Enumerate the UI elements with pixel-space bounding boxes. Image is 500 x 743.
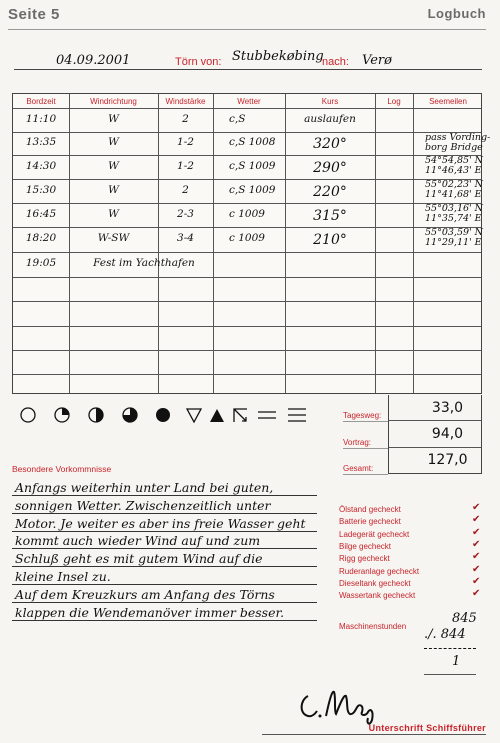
- weather-symbol-row: [20, 405, 320, 425]
- gesamt-value: 127,0: [427, 452, 468, 468]
- tagesweg-value: 33,0: [431, 400, 464, 416]
- log-cell-wind-force: 2: [182, 112, 189, 125]
- log-cell-weather: c,S 1008: [229, 136, 276, 148]
- log-cell-wind-dir: W: [108, 183, 119, 196]
- log-cell-course: 315°: [313, 207, 347, 224]
- special-events-line: Auf dem Kreuzkurs am Anfang des Törns: [15, 586, 275, 602]
- triple-line-icon: [288, 409, 306, 421]
- log-cell-wind-dir: W: [108, 112, 119, 125]
- checklist-item-label: Batterie gecheckt: [339, 517, 401, 527]
- log-cell-wind-force: 1-2: [177, 136, 194, 148]
- table-row-divider: [13, 203, 481, 204]
- table-row-divider: [13, 374, 481, 375]
- table-row-divider: [13, 326, 481, 327]
- log-cell-course: 210°: [313, 232, 347, 248]
- engine-hours-total: 1: [452, 654, 461, 669]
- log-cell-weather: c,S 1009: [229, 183, 276, 196]
- checklist-item-label: Bilge gecheckt: [339, 541, 392, 551]
- note-ruled-line: [12, 548, 317, 549]
- log-cell-weather: c,S: [229, 112, 246, 125]
- date-value: 04.09.2001: [56, 53, 131, 68]
- checklist-item-label: Ölstand gecheckt: [339, 505, 401, 514]
- circle-full-icon: [156, 408, 170, 422]
- top-rule: [8, 29, 486, 30]
- log-cell-wind-dir: W: [108, 207, 119, 220]
- checkmark-icon: ✔: [472, 588, 481, 600]
- to-label: nach:: [322, 56, 349, 68]
- log-cell-course: 290°: [313, 159, 347, 176]
- table-row-divider: [13, 108, 481, 109]
- log-cell-position: 54°54,85' N 11°46,43' E: [425, 155, 483, 176]
- column-header-windstaerke: Windstärke: [165, 97, 206, 106]
- triangle-filled-icon: [210, 409, 224, 422]
- log-cell-wind-force: 3-4: [177, 232, 194, 244]
- signature-line: [262, 734, 486, 735]
- from-label: Törn von:: [175, 56, 222, 68]
- engine-hours-start: ./. 844: [424, 627, 466, 642]
- vortrag-underline: [343, 448, 388, 449]
- special-events-line: Anfangs weiterhin unter Land bei guten,: [15, 480, 274, 495]
- log-cell-time: 15:30: [25, 183, 57, 196]
- table-row-divider: [13, 252, 481, 253]
- log-cell-time: 13:35: [25, 136, 57, 148]
- note-ruled-line: [12, 584, 317, 585]
- engine-hours-label: Maschinenstunden: [339, 622, 407, 631]
- note-ruled-line: [12, 566, 317, 567]
- note-ruled-line: [12, 531, 317, 532]
- column-header-wetter: Wetter: [237, 97, 261, 106]
- checkmark-icon: ✔: [472, 551, 481, 563]
- table-row-divider: [13, 277, 481, 278]
- log-cell-time: 11:10: [25, 112, 57, 125]
- logbook-title: Logbuch: [427, 6, 486, 21]
- column-header-seemeilen: Seemeilen: [429, 97, 467, 106]
- gesamt-underline: [343, 474, 388, 475]
- note-ruled-line: [12, 620, 317, 621]
- log-cell-time: 19:05: [25, 257, 57, 269]
- special-events-line: Schluß geht es mit gutem Wind auf die: [15, 551, 263, 567]
- circle-quarter-icon: [55, 408, 69, 422]
- log-cell-wind-force: 1-2: [177, 159, 194, 172]
- checklist-item-label: Rigg gecheckt: [339, 554, 390, 564]
- checkmark-icon: ✔: [472, 514, 481, 526]
- log-cell-position: pass Vording- borg Bridge: [425, 132, 491, 153]
- checklist-item-label: Wassertank gecheckt: [339, 591, 416, 601]
- vortrag-label: Vortrag:: [343, 438, 372, 447]
- vortrag-value: 94,0: [431, 426, 464, 442]
- log-cell-weather: c 1009: [229, 232, 265, 244]
- table-row-divider: [13, 179, 481, 180]
- checklist-item-label: Ladegerät gecheckt: [339, 529, 410, 539]
- totals-separator: [389, 447, 481, 448]
- circle-half-icon: [89, 408, 103, 422]
- special-events-notes: [12, 476, 326, 632]
- log-cell-wind-force: 2: [182, 183, 189, 196]
- checkmark-icon: ✔: [472, 575, 481, 587]
- log-cell-wind-dir: W: [108, 159, 119, 172]
- log-cell-time: 16:45: [25, 207, 57, 220]
- triangle-outline-icon: [187, 409, 201, 422]
- note-ruled-line: [12, 602, 317, 603]
- circle-three-quarter-icon: [123, 408, 137, 422]
- circle-empty-icon: [21, 408, 35, 422]
- note-ruled-line: [12, 513, 317, 514]
- log-cell-course: 220°: [313, 183, 347, 200]
- column-header-windrichtung: Windrichtung: [90, 97, 137, 106]
- log-cell-weather: c 1009: [229, 207, 265, 220]
- log-cell-time: 14:30: [25, 159, 57, 172]
- trip-underline: [14, 69, 482, 70]
- table-column-divider: [213, 94, 214, 393]
- log-cell-course: 320°: [313, 136, 347, 152]
- page-title: Seite 5: [8, 6, 60, 23]
- engine-hours-sum-line: [424, 648, 476, 649]
- checkmark-icon: ✔: [472, 563, 481, 575]
- special-events-line: klappen die Wendemanöver immer besser.: [15, 604, 285, 620]
- checkmark-icon: ✔: [472, 526, 481, 538]
- log-cell-weather: c,S 1009: [229, 159, 276, 172]
- table-column-divider: [413, 94, 414, 393]
- table-column-divider: [375, 94, 376, 393]
- checklist-item-label: Ruderanlage gecheckt: [339, 566, 420, 576]
- table-row-divider: [13, 301, 481, 302]
- table-row-divider: [13, 155, 481, 156]
- tagesweg-underline: [343, 421, 388, 422]
- log-cell-wind-dir: Fest im Yachthafen: [93, 257, 195, 269]
- special-events-line: kleine Insel zu.: [15, 569, 111, 584]
- log-cell-position: 55°03,59' N 11°29,11' E: [425, 227, 483, 248]
- log-cell-position: 55°03,16' N 11°35,74' E: [425, 203, 483, 224]
- to-value: Verø: [362, 53, 392, 68]
- checklist-item-label: Dieseltank gecheckt: [339, 578, 411, 588]
- table-row-divider: [13, 350, 481, 351]
- checkmark-icon: ✔: [472, 502, 481, 513]
- column-header-bordzeit: Bordzeit: [26, 97, 56, 106]
- log-cell-wind-dir: W-SW: [97, 232, 130, 244]
- log-table: [12, 93, 491, 394]
- from-value: Stubbekøbing: [232, 49, 324, 64]
- arrow-corner-icon: [234, 409, 247, 422]
- special-events-line: Motor. Je weiter es aber ins freie Wasser geht: [15, 515, 306, 531]
- log-cell-wind-force: 2-3: [177, 207, 194, 220]
- gesamt-label: Gesamt:: [343, 464, 374, 473]
- log-cell-time: 18:20: [25, 232, 57, 244]
- column-header-kurs: Kurs: [321, 97, 339, 106]
- table-row-divider: [13, 132, 481, 133]
- special-events-title: Besondere Vorkommnisse: [12, 464, 112, 474]
- note-ruled-line: [12, 495, 317, 496]
- double-line-icon: [258, 412, 276, 418]
- table-row-divider: [13, 227, 481, 228]
- log-cell-position: 55°02,23' N 11°41,68' E: [425, 179, 483, 200]
- totals-separator: [389, 420, 481, 421]
- log-cell-course: auslaufen: [304, 112, 356, 125]
- tagesweg-label: Tagesweg:: [343, 411, 382, 420]
- engine-hours-underline: [424, 674, 476, 675]
- special-events-line: kommt auch wieder Wind auf und zum: [15, 533, 261, 549]
- engine-hours-end: 845: [452, 611, 477, 626]
- signature-label: Unterschrift Schiffsführer: [368, 723, 486, 733]
- log-cell-wind-dir: W: [108, 136, 119, 148]
- special-events-line: sonnigen Wetter. Zwischenzeitlich unter: [15, 497, 271, 513]
- checkmark-icon: ✔: [472, 538, 481, 550]
- column-header-log: Log: [387, 97, 401, 106]
